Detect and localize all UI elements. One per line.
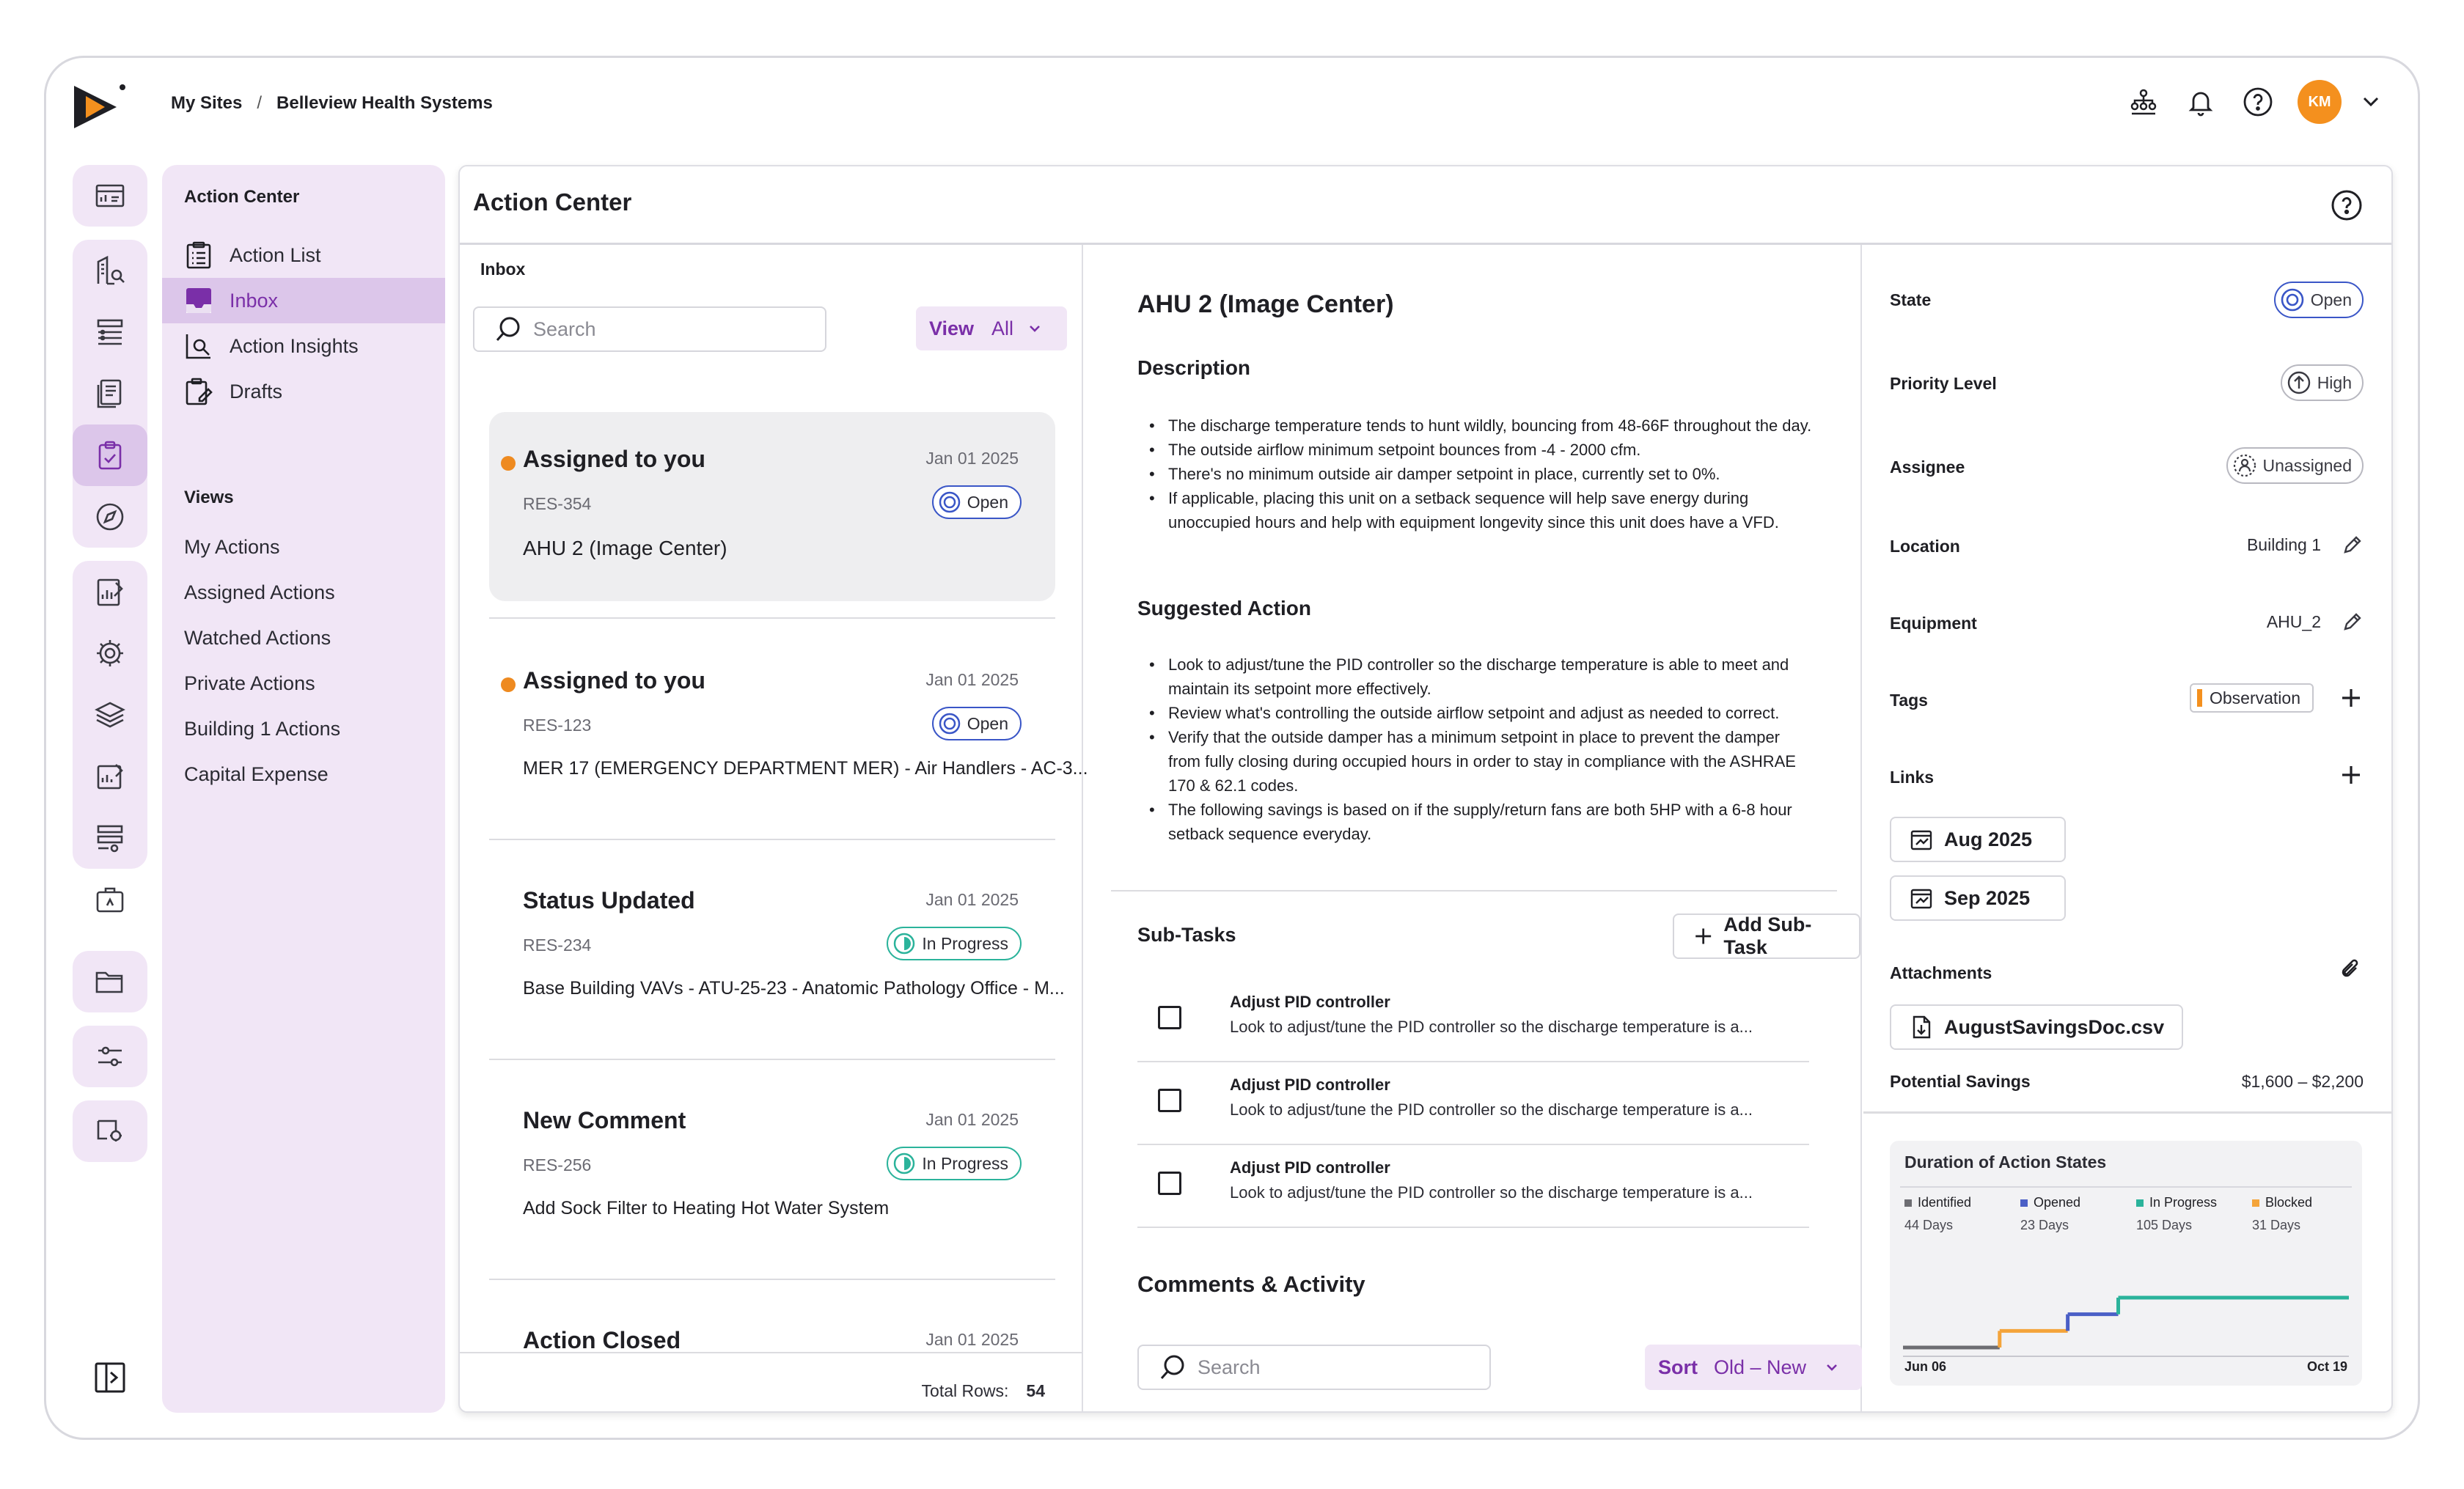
rail-group-tools (73, 561, 147, 869)
comments-heading: Comments & Activity (1137, 1271, 1365, 1297)
attachment-file-button[interactable] (1890, 1004, 2183, 1050)
unread-dot (501, 677, 516, 692)
suggested-item: • Verify that the outside damper has a minimum setpoint in place to prevent the damper from fully closing during occupied hours in order to stay in compliance with the ASHRAE 170 & 62.1 codes. (1149, 725, 1816, 798)
avatar[interactable]: KM (2298, 80, 2342, 124)
status-text: Open (967, 713, 1008, 733)
status-badge (932, 707, 1022, 740)
chart-title: Duration of Action States (1904, 1152, 2107, 1172)
inbox-item-description: AHU 2 (Image Center) (523, 537, 727, 559)
legend-days: 105 Days (2136, 1218, 2193, 1232)
action-center-card (458, 165, 2393, 1413)
inbox-item[interactable] (489, 633, 1088, 823)
rail-group-files (73, 951, 147, 1012)
status-open-icon (938, 490, 961, 514)
view-filter-select[interactable] (916, 306, 1067, 350)
search-placeholder: Search (1198, 1356, 1261, 1378)
inbox-item-description: MER 17 (EMERGENCY DEPARTMENT MER) - Air Handlers - AC-3... (523, 758, 1088, 779)
inbox-footer-divider (460, 1352, 1082, 1353)
nav-item-label: Action List (230, 243, 321, 266)
inbox-item-date: Jan 01 2025 (925, 670, 1019, 689)
description-item: • The discharge temperature tends to hunt wildly, bouncing from 48-66F throughout the day. (1149, 413, 1816, 438)
description-item: • If applicable, placing this unit on a setback sequence will help save energy during unoccupied hours and help with equipment longevity since this unit does have a VFD. (1149, 486, 1816, 534)
state-row (2274, 282, 2364, 318)
inbox-item[interactable] (489, 1293, 1055, 1352)
nav-item-label: Action Insights (230, 334, 359, 357)
rail-group-filters (73, 1026, 147, 1087)
link-button[interactable] (1890, 817, 2066, 862)
rail-action-center[interactable] (73, 424, 147, 486)
link-report-icon (1909, 827, 1934, 852)
top-bar (46, 58, 2418, 161)
dashboard-icon (94, 180, 126, 212)
link-report-icon (1909, 886, 1934, 911)
subtask-description: Look to adjust/tune the PID controller so the discharge temperature is a... (1230, 1183, 1753, 1202)
suggested-action-list (1149, 652, 1816, 846)
page-title: Action Center (473, 188, 632, 216)
duration-chart (1890, 1141, 2362, 1386)
suggested-item: • The following savings is based on if the supply/return fans are both 5HP with a 6-8 hour setback sequence everyday. (1149, 798, 1816, 846)
link-button[interactable] (1890, 875, 2066, 921)
logo-icon[interactable] (71, 81, 130, 133)
inbox-item-description: Add Sock Filter to Heating Hot Water System (523, 1198, 890, 1218)
rail-reports[interactable] (73, 561, 147, 622)
attachments-row (2314, 957, 2364, 982)
status-text: In Progress (922, 933, 1008, 953)
sort-label: Sort (1658, 1356, 1698, 1378)
subtasks-heading: Sub-Tasks (1137, 924, 1236, 946)
user-shield-icon (94, 1115, 126, 1147)
state-pill[interactable] (2274, 282, 2364, 318)
add-subtask-label: Add Sub-Task (1723, 913, 1812, 958)
inbox-item-date: Jan 01 2025 (925, 890, 1019, 909)
tags-label: Tags (1890, 691, 1928, 710)
subtask-checkbox[interactable] (1158, 1089, 1181, 1112)
chevron-down-icon (1824, 1359, 1840, 1375)
views-section-title: Views (184, 488, 234, 507)
rail-files[interactable] (73, 951, 147, 1012)
org-chart-icon[interactable] (2126, 84, 2161, 120)
breadcrumb-separator: / (257, 93, 263, 113)
nav-item-label: Inbox (230, 289, 279, 312)
inbox-item-date: Jan 01 2025 (925, 1110, 1019, 1129)
rail-dashboard[interactable] (73, 165, 147, 227)
status-text: Open (967, 492, 1008, 512)
tag-chip[interactable] (2190, 683, 2314, 713)
rail-filters[interactable] (73, 1026, 147, 1087)
rail-settings[interactable] (73, 622, 147, 684)
layers-icon (94, 699, 126, 731)
legend-name: In Progress (2149, 1195, 2218, 1210)
nav-item-label: Drafts (230, 380, 283, 402)
rail-workflow[interactable] (73, 807, 147, 869)
nav-panel (162, 165, 445, 1413)
rail-analytics[interactable] (73, 746, 147, 807)
nav-item-inbox[interactable] (162, 278, 445, 323)
properties-panel (1863, 245, 2393, 1413)
breadcrumb-my-sites[interactable]: My Sites (171, 93, 243, 113)
documents-icon (94, 378, 126, 410)
pencil-icon[interactable] (2342, 534, 2364, 556)
chevron-down-icon[interactable] (2353, 84, 2388, 120)
legend-days: 44 Days (1904, 1218, 1954, 1232)
action-center-icon (94, 439, 126, 471)
inbox-item-code: RES-234 (523, 935, 592, 955)
insights-icon (184, 331, 213, 361)
inbox-item-title: Status Updated (523, 887, 695, 913)
user-dashed-icon (2232, 453, 2257, 478)
total-rows-value: 54 (1026, 1381, 1045, 1400)
description-item: • The outside airflow minimum setpoint bounces from -4 - 2000 cfm. (1149, 438, 1816, 462)
rail-group-admin (73, 1100, 147, 1162)
divider (489, 839, 1055, 840)
total-rows-label: Total Rows: (921, 1381, 1009, 1400)
inbox-search-input[interactable] (473, 306, 826, 352)
view-filter-label: View (929, 317, 975, 339)
subtask-row[interactable] (1137, 979, 1809, 1062)
rail-explore[interactable] (73, 486, 147, 548)
links-label: Links (1890, 768, 1935, 787)
rail-group-main (73, 240, 147, 548)
report-chart-icon (94, 576, 126, 608)
subtask-checkbox[interactable] (1158, 1172, 1181, 1195)
subtask-row[interactable] (1137, 1145, 1809, 1228)
duration-step-chart (1890, 1141, 2362, 1386)
description-item: • There's no minimum outside air damper setpoint in place, currently set to 0%. (1149, 462, 1816, 486)
legend-days: 31 Days (2252, 1218, 2301, 1232)
bell-icon[interactable] (2183, 84, 2218, 120)
priority-pill[interactable] (2281, 364, 2364, 401)
divider (489, 617, 1055, 619)
x-axis-end: Oct 19 (2306, 1359, 2347, 1374)
description-heading: Description (1137, 356, 1251, 379)
subtask-description: Look to adjust/tune the PID controller so the discharge temperature is a... (1230, 1100, 1753, 1119)
rail-admin[interactable] (73, 1100, 147, 1162)
arrow-up-circle-icon (2287, 370, 2311, 395)
link-label: Aug 2025 (1944, 828, 2033, 850)
workflow-icon (94, 822, 126, 854)
top-actions (2126, 80, 2388, 124)
compass-icon (94, 501, 126, 533)
view-filter-value: All (991, 317, 1014, 339)
tags-row (2190, 683, 2364, 713)
savings-row (2242, 1072, 2364, 1092)
view-my-actions[interactable]: My Actions (184, 535, 280, 558)
potential-savings-value: $1,600 – $2,200 (2241, 1072, 2364, 1091)
drafts-icon (184, 377, 213, 406)
inbox-item-title: Action Closed (523, 1327, 681, 1352)
state-value: Open (2310, 290, 2352, 309)
equipment-row (2267, 611, 2364, 633)
divider (489, 1279, 1055, 1280)
subtask-title: Adjust PID controller (1230, 993, 1390, 1011)
inbox-item[interactable] (489, 412, 1055, 601)
status-open-icon (938, 712, 961, 735)
collapse-sidebar-icon[interactable] (92, 1359, 128, 1396)
equipment-label: Equipment (1890, 614, 1977, 633)
add-subtask-button[interactable] (1673, 913, 1860, 959)
rail-documents[interactable] (73, 363, 147, 424)
tag-label: Observation (2209, 688, 2300, 707)
rail-list[interactable] (73, 301, 147, 363)
rail-buildings[interactable] (73, 240, 147, 301)
status-badge (887, 1147, 1022, 1180)
subtask-title: Adjust PID controller (1230, 1076, 1390, 1094)
plus-icon[interactable] (2339, 685, 2364, 710)
status-in-progress-icon (892, 932, 916, 955)
subtask-checkbox[interactable] (1158, 1006, 1181, 1029)
breadcrumb (171, 93, 493, 114)
suggested-item: • Look to adjust/tune the PID controller so the discharge temperature is able to meet and maintain its setpoint more effectively. (1149, 652, 1816, 701)
location-label: Location (1890, 537, 1960, 556)
briefcase-icon (94, 883, 126, 916)
inbox-item-code: RES-354 (523, 494, 592, 513)
nav-item-action-list[interactable] (162, 232, 445, 278)
total-rows (922, 1381, 1045, 1401)
clipboard-list-icon (184, 240, 213, 270)
inbox-item-date: Jan 01 2025 (925, 449, 1019, 468)
view-building-1-actions[interactable]: Building 1 Actions (184, 717, 341, 740)
view-private-actions[interactable]: Private Actions (184, 672, 315, 694)
status-badge (887, 927, 1022, 960)
equipment-value: AHU_2 (2266, 611, 2321, 631)
subtask-row[interactable] (1137, 1062, 1809, 1145)
search-placeholder: Search (533, 317, 596, 340)
view-capital-expense[interactable]: Capital Expense (184, 762, 329, 785)
inbox-item[interactable] (489, 853, 1065, 1043)
attachments-label: Attachments (1890, 963, 1992, 982)
sort-select[interactable] (1645, 1345, 1862, 1390)
rail-layers[interactable] (73, 684, 147, 746)
inbox-panel (460, 245, 1088, 1413)
assignee-pill[interactable] (2226, 447, 2364, 484)
assignee-value: Unassigned (2262, 455, 2352, 475)
building-search-icon (94, 254, 126, 287)
priority-label: Priority Level (1890, 374, 1997, 393)
inbox-item-description: Base Building VAVs - ATU-25-23 - Anatomic Pathology Office - M... (523, 978, 1065, 999)
inbox-icon (184, 286, 213, 315)
folder-icon (94, 966, 126, 998)
location-row (2247, 534, 2364, 556)
view-assigned-actions[interactable]: Assigned Actions (184, 581, 335, 603)
inbox-item-title: New Comment (523, 1107, 686, 1133)
links-row (2314, 762, 2364, 787)
legend-days: 23 Days (2020, 1218, 2069, 1232)
subtask-description: Look to adjust/tune the PID controller so the discharge temperature is a... (1230, 1018, 1753, 1036)
search-icon (1158, 1353, 1187, 1382)
view-watched-actions[interactable]: Watched Actions (184, 626, 331, 649)
rail-projects[interactable] (73, 869, 147, 930)
analytics-edit-icon (94, 760, 126, 793)
tag-color-bar (2197, 689, 2202, 707)
legend-name: Identified (1918, 1195, 1972, 1210)
paperclip-icon[interactable] (2339, 957, 2364, 982)
action-detail-panel (1085, 245, 1862, 1413)
assignee-label: Assignee (1890, 457, 1965, 477)
unread-dot (501, 456, 516, 471)
attachment-name: AugustSavingsDoc.csv (1944, 1015, 2165, 1038)
nav-item-action-insights[interactable] (162, 323, 445, 369)
legend-name: Opened (2034, 1195, 2081, 1210)
subtask-title: Adjust PID controller (1230, 1158, 1390, 1177)
file-download-icon (1909, 1015, 1934, 1040)
suggested-action-heading: Suggested Action (1137, 597, 1311, 620)
priority-row (2281, 364, 2364, 401)
breadcrumb-current[interactable]: Belleview Health Systems (276, 93, 493, 113)
inbox-item[interactable] (489, 1073, 1055, 1262)
app-frame (44, 56, 2420, 1440)
priority-value: High (2317, 372, 2352, 392)
chevron-down-icon (1027, 320, 1043, 337)
gear-icon (94, 637, 126, 669)
action-title: AHU 2 (Image Center) (1137, 290, 1394, 318)
sort-value: Old – New (1714, 1356, 1807, 1378)
section-divider (1111, 890, 1837, 891)
description-list (1149, 413, 1816, 534)
plus-icon (1693, 924, 1713, 949)
nav-section-title: Action Center (184, 187, 300, 207)
suggested-item: • Review what's controlling the outside airflow setpoint and adjust as needed to correct. (1149, 701, 1816, 725)
status-text: In Progress (922, 1153, 1008, 1173)
rail-group-dashboard (73, 165, 147, 227)
help-icon[interactable] (2240, 84, 2276, 120)
legend-name: Blocked (2265, 1195, 2313, 1210)
divider (489, 1059, 1055, 1060)
inbox-label: Inbox (480, 260, 526, 279)
sliders-icon (94, 1040, 126, 1073)
inbox-item-code: RES-123 (523, 716, 592, 735)
nav-item-drafts[interactable] (162, 369, 445, 414)
status-open-icon (2280, 287, 2305, 312)
location-value: Building 1 (2246, 534, 2321, 554)
section-divider (1863, 1111, 2393, 1114)
search-icon (494, 315, 523, 344)
link-label: Sep 2025 (1944, 886, 2031, 909)
help-icon[interactable] (2330, 188, 2364, 222)
inbox-item-title: Assigned to you (523, 667, 705, 694)
inbox-item-title: Assigned to you (523, 446, 705, 472)
plus-icon[interactable] (2339, 762, 2364, 787)
inbox-item-date: Jan 01 2025 (925, 1330, 1019, 1349)
state-label: State (1890, 290, 1932, 309)
list-view-icon (94, 316, 126, 348)
x-axis-start: Jun 06 (1904, 1359, 1947, 1374)
assignee-row (2226, 447, 2364, 484)
status-badge (932, 485, 1022, 519)
pencil-icon[interactable] (2342, 611, 2364, 633)
comments-search-input[interactable] (1137, 1345, 1491, 1390)
potential-savings-label: Potential Savings (1890, 1072, 2031, 1091)
inbox-item-code: RES-256 (523, 1155, 592, 1174)
status-in-progress-icon (892, 1152, 916, 1175)
